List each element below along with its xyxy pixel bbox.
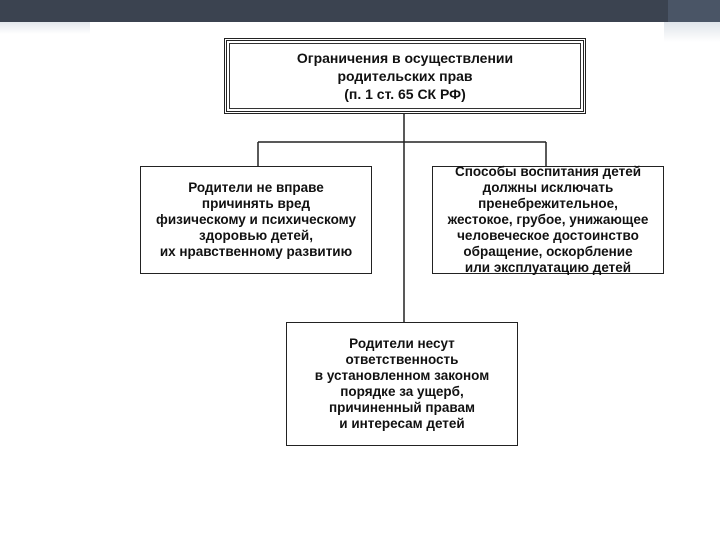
box-line: пренебрежительное, bbox=[478, 196, 618, 211]
box-line: причинять вред bbox=[201, 196, 311, 211]
box-line: Родители не вправе bbox=[188, 180, 324, 195]
box-line: физическому и психическому bbox=[156, 212, 356, 227]
box-line: (п. 1 ст. 65 СК РФ) bbox=[344, 86, 466, 102]
box-line: в установленном законом bbox=[314, 368, 490, 383]
box-line: должны исключать bbox=[482, 180, 614, 195]
box-line: и интересам детей bbox=[339, 416, 465, 431]
box-line: или эксплуатацию детей bbox=[464, 260, 632, 275]
box-line: человеческое достоинство bbox=[457, 228, 639, 243]
box-line: Родители несут bbox=[349, 336, 455, 351]
box-line: причиненный правам bbox=[329, 400, 475, 415]
box-parental-liability bbox=[286, 322, 518, 446]
box-line: обращение, оскорбление bbox=[463, 244, 633, 259]
box-parental-rights-limits bbox=[224, 38, 586, 114]
box-line: порядке за ущерб, bbox=[340, 384, 464, 399]
box-no-harm bbox=[140, 166, 372, 274]
box-line: их нравственному развитию bbox=[159, 244, 353, 259]
box-line: Способы воспитания детей bbox=[454, 164, 641, 179]
box-line: здоровью детей, bbox=[199, 228, 313, 243]
box-line: Ограничения в осуществлении bbox=[296, 50, 514, 66]
box-line: ответственность bbox=[345, 352, 459, 367]
box-line: родительских прав bbox=[337, 68, 473, 84]
box-line: жестокое, грубое, унижающее bbox=[447, 212, 649, 227]
box-upbringing-methods bbox=[432, 166, 664, 274]
